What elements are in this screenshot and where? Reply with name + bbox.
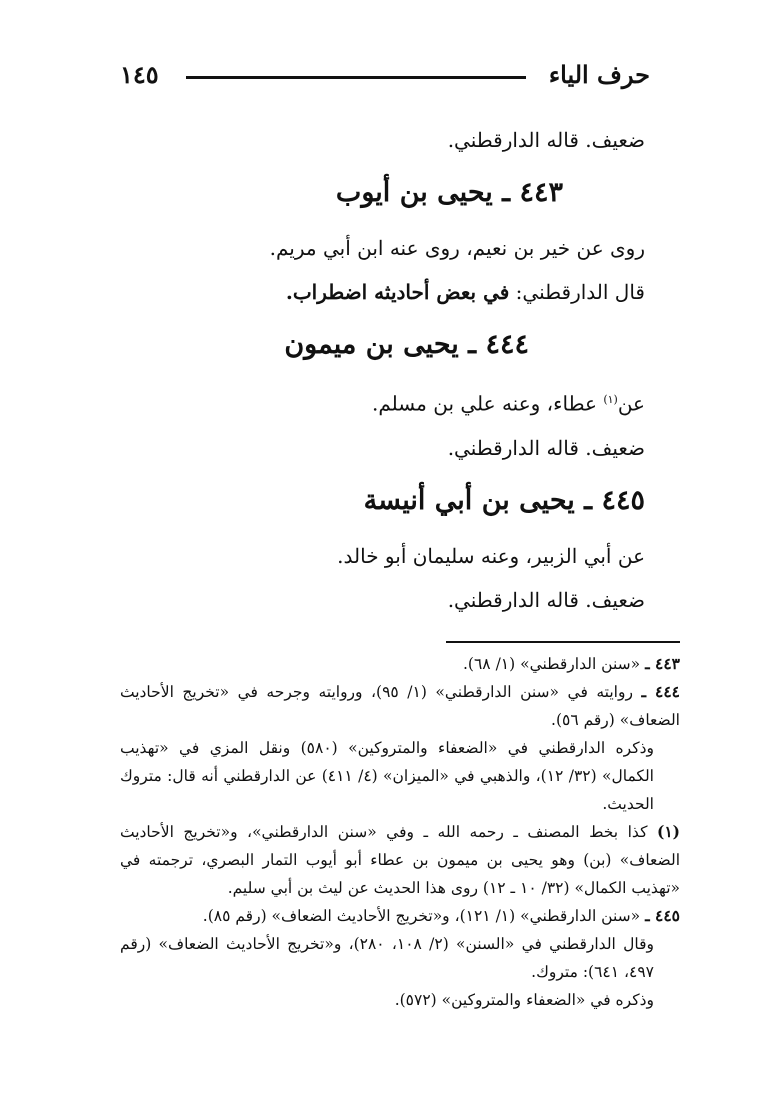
entry-445-line-2: ضعيف. قاله الدارقطني. [447,587,645,612]
footnote-445 [120,902,680,930]
running-title: حرف الياء [548,60,650,89]
entry-444-line-1-pre: عن [617,391,645,416]
entry-443-line-2-bold: في بعض أحاديثه اضطراب. [285,280,510,304]
entry-443-line-2 [110,270,645,314]
footnote-lead: (١) [656,822,680,841]
header-rule [186,76,526,79]
entry-title-444: ٤٤٤ ـ يحيى بن ميمون [284,329,529,360]
entry-444-line-1-post: عطاء، وعنه علي بن مسلم. [372,391,604,416]
footnote-444-cont [120,734,680,818]
footnote-445-cont-2 [120,986,680,1014]
footnote-ref-1[interactable]: (١) [603,393,618,406]
entry-444-line-2: ضعيف. قاله الدارقطني. [447,435,645,460]
intro-line: ضعيف. قاله الدارقطني. [447,128,645,152]
footnote-text: وذكره في «الضعفاء والمتروكين» (٥٧٢). [394,991,654,1009]
footnote-text: وذكره الدارقطني في «الضعفاء والمتروكين» (٥٨٠) ونقل المزي في «تهذيب الكمال» (٣٢/ ١٢)، والذهبي في «الميزان» (٤/ ٤١١) عن الدارقطني أنه قال: متروك الحديث. [120,739,654,813]
page-number: ١٤٥ [120,60,159,89]
footnote-separator [446,641,680,643]
footnote-text: وقال الدارقطني في «السنن» (٢/ ١٠٨، ٢٨٠)، و«تخريج الأحاديث الضعاف» (رقم ٤٩٧، ٦٤١): متروك. [120,935,654,981]
footnote-text: روايته في «سنن الدارقطني» (١/ ٩٥)، وروايته وجرحه في «تخريج الأحاديث الضعاف» (رقم ٥٦). [120,683,680,729]
entry-title-443: ٤٤٣ ـ يحيى بن أيوب [335,177,563,208]
footnote-1 [120,818,680,902]
footnote-text: «سنن الدارقطني» (١/ ٦٨). [463,655,641,673]
page-header [120,60,650,96]
footnote-443 [120,650,680,678]
entry-443-line-2-pre: قال الدارقطني: [509,280,645,304]
footnote-444 [120,678,680,734]
footnote-445-cont-1 [120,930,680,986]
footnote-text: كذا بخط المصنف ـ رحمه الله ـ وفي «سنن الدارقطني»، و«تخريج الأحاديث الضعاف» (بن) وهو يحيى بن ميمون بن عطاء أبو أيوب التمار البصري، ترجمته في «تهذيب الكمال» (٣٢/ ١٠ ـ ١٢) روى هذا الحديث عن ليث بن أبي سليم. [120,823,680,897]
main-text [110,118,645,622]
entry-445-line-1: عن أبي الزبير، وعنه سليمان أبو خالد. [337,543,645,568]
entry-title-445: ٤٤٥ ـ يحيى بن أبي أنيسة [363,484,645,516]
footnotes [120,650,680,1014]
footnote-lead: ٤٤٣ ـ [645,654,680,673]
footnote-lead: ٤٤٥ ـ [645,906,680,925]
entry-444-line-1 [110,378,645,426]
entry-443-line-1: روى عن خير بن نعيم، روى عنه ابن أبي مريم. [269,236,645,260]
footnote-lead: ٤٤٤ ـ [641,682,680,701]
footnote-text: «سنن الدارقطني» (١/ ١٢١)، و«تخريج الأحاديث الضعاف» (رقم ٨٥). [202,907,641,925]
